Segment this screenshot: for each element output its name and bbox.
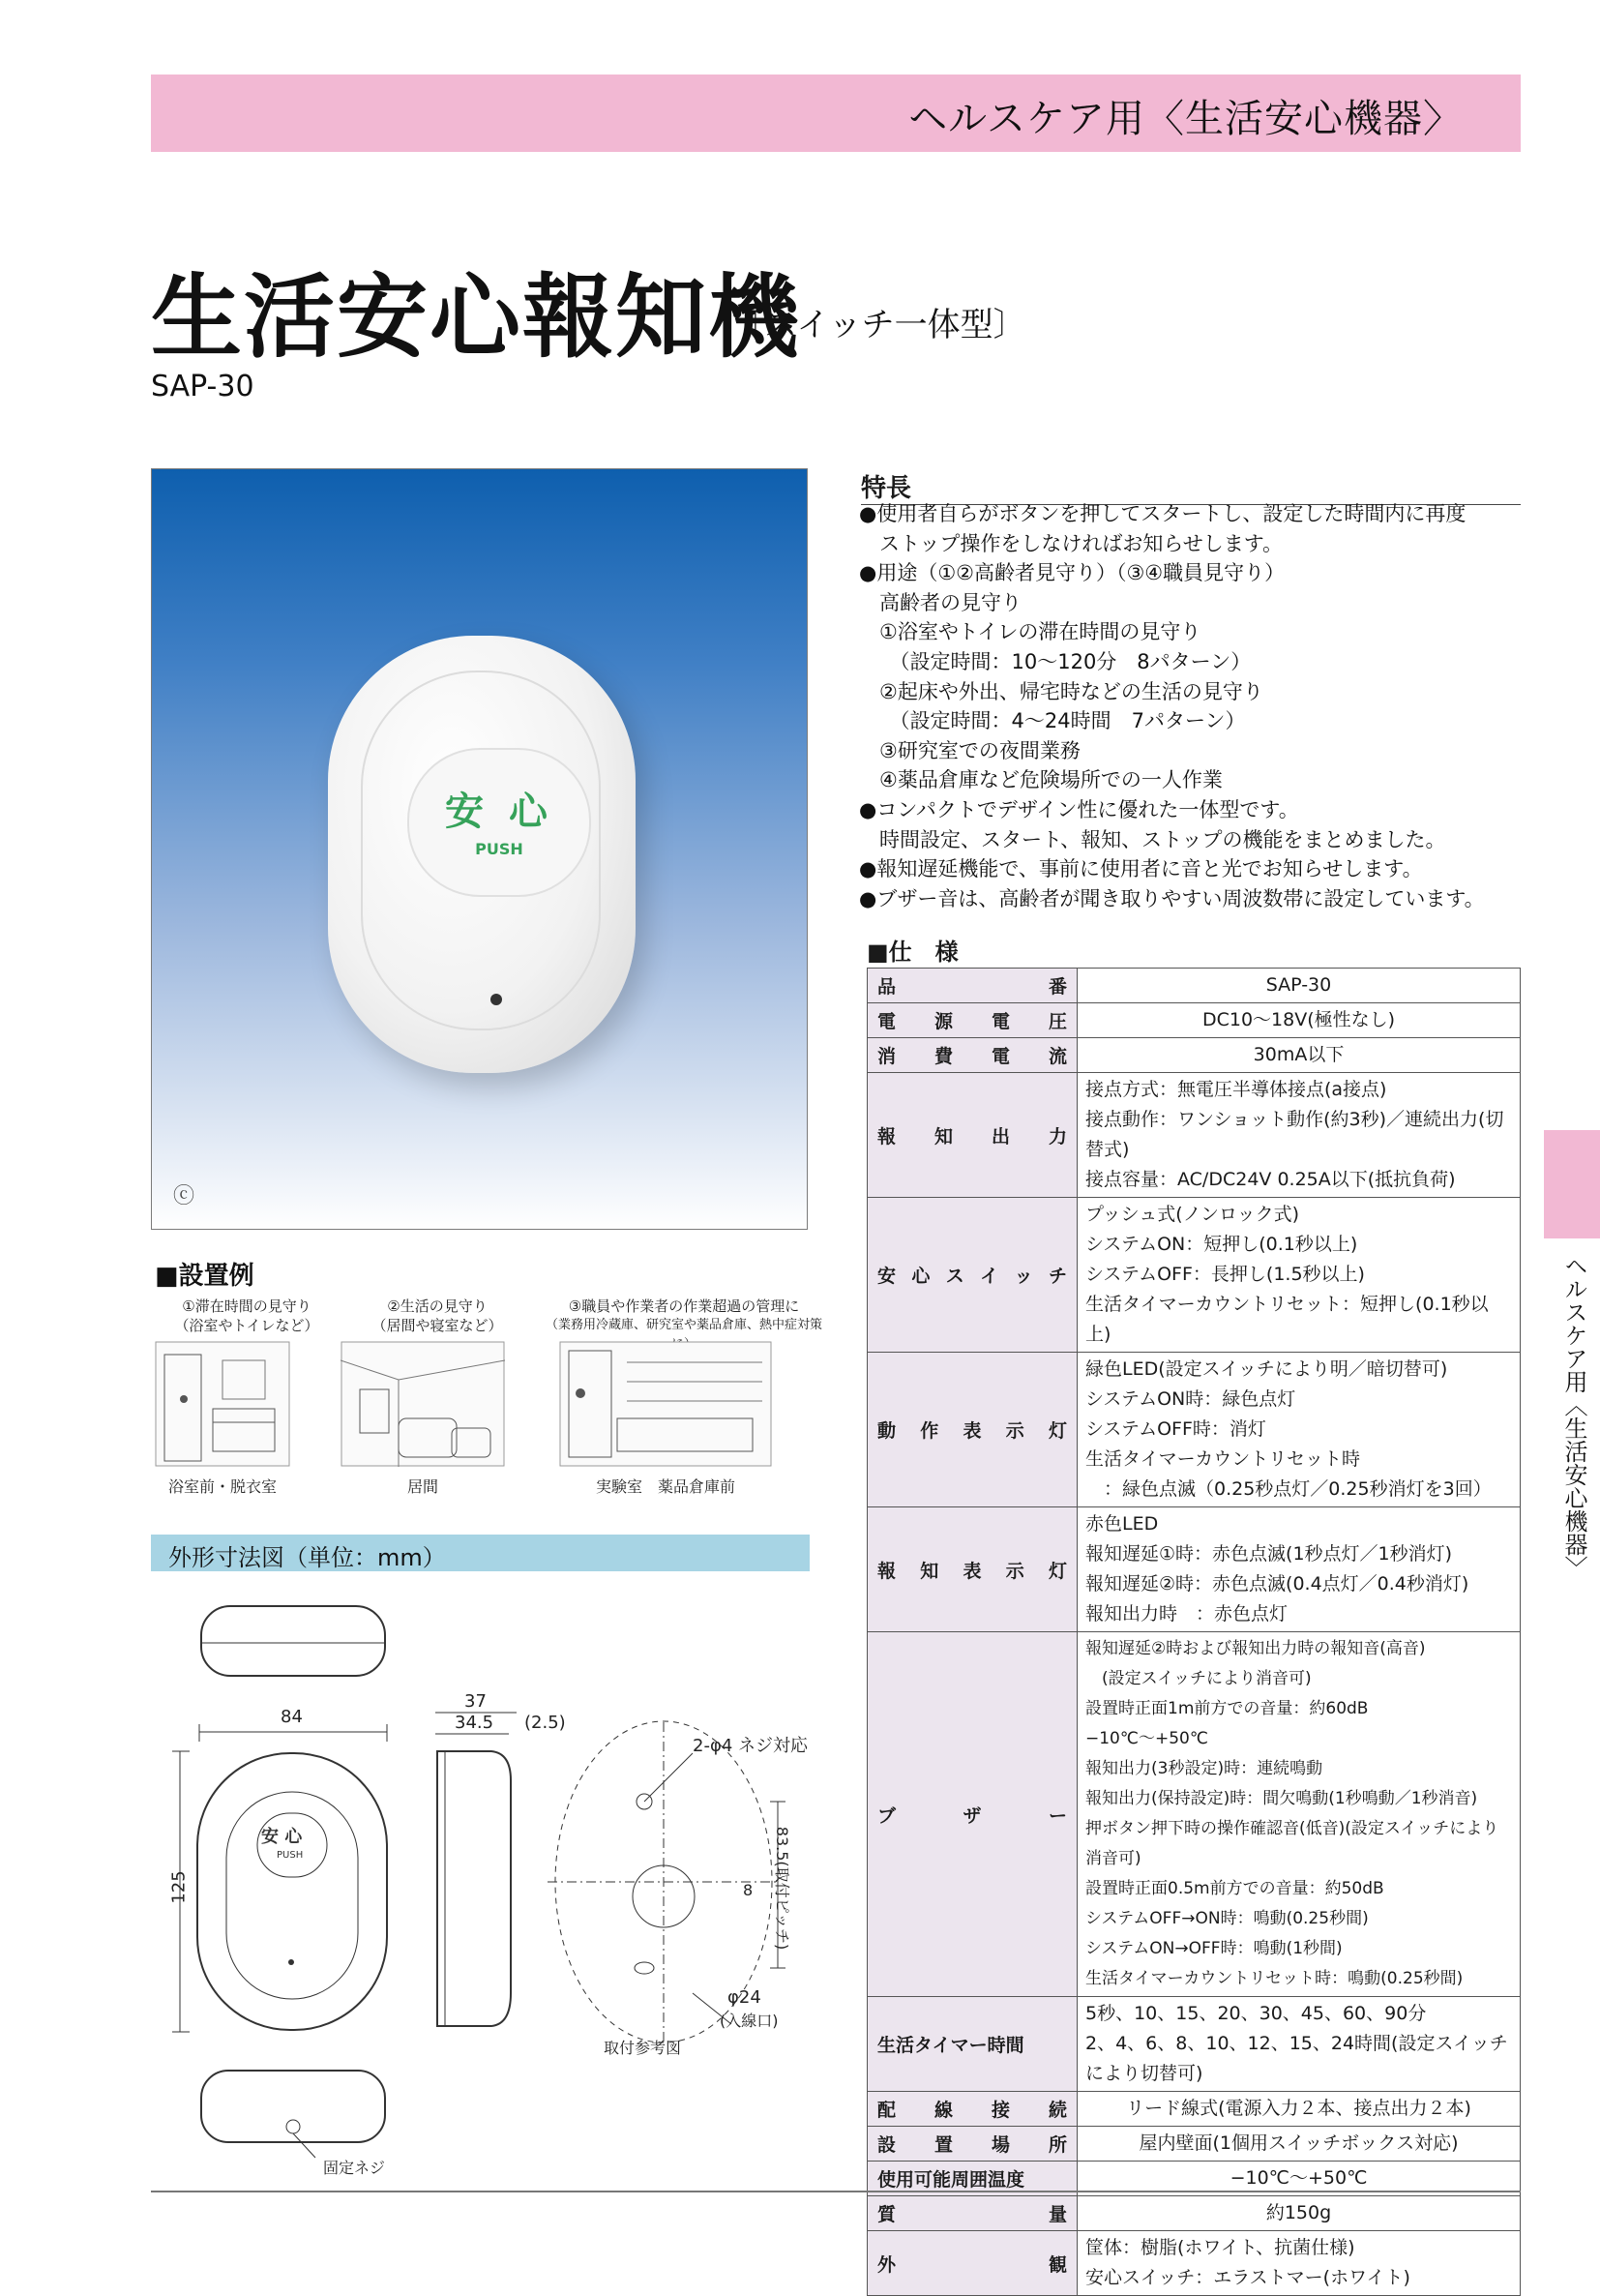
spec-value-line: システムON時：緑色点灯 [1085, 1388, 1296, 1410]
features-list [859, 499, 1526, 913]
install-heading: ■設置例 [155, 1262, 254, 1291]
install-example-3-caption-line1: ③職員や作業者の作業超過の管理に [568, 1297, 800, 1315]
spec-value-line: 報知出力時 ：赤色点灯 [1085, 1603, 1289, 1625]
dim-inlet: (入線口) [720, 2012, 779, 2030]
spec-value [1078, 1038, 1521, 1073]
spec-value-line: システムOFF時：消灯 [1085, 1418, 1266, 1440]
spec-row [868, 2196, 1521, 2231]
install-illustration-living [341, 1341, 505, 1467]
spec-value-line: 報知出力(保持設定)時：間欠鳴動(1秒鳴動／1秒消音) [1085, 1789, 1478, 1808]
spec-key [868, 1507, 1078, 1632]
product-model: SAP-30 [151, 370, 254, 403]
dim-gap-25: (2.5) [524, 1713, 566, 1733]
spec-value-line: システムON→OFF時：鳴動(1秒間) [1085, 1939, 1343, 1958]
spec-value-line: 報知遅延①時：赤色点滅(1秒点灯／1秒消灯) [1085, 1543, 1453, 1565]
spec-value-line: 屋内壁面(1個用スイッチボックス対応) [1139, 2132, 1459, 2154]
feature-line: ④薬品倉庫など危険場所での一人作業 [859, 768, 1223, 792]
spec-value-line: 生活タイマーカウントリセット：短押し(0.1秒以上) [1085, 1294, 1489, 1345]
spec-row [868, 1198, 1521, 1353]
spec-value-line: 赤色LED [1085, 1513, 1159, 1535]
spec-value-line: 報知遅延②時および報知出力時の報知音(高音) [1085, 1639, 1426, 1658]
spec-row [868, 1507, 1521, 1632]
feature-line: ①浴室やトイレの滞在時間の見守り [859, 620, 1201, 644]
spec-value-line: 約150g [1265, 2202, 1332, 2223]
spec-value-line: 5秒、10、15、20、30、45、60、90分 [1085, 2003, 1427, 2024]
product-title: 生活安心報知機 [151, 265, 802, 371]
spec-value-line: 30mA以下 [1253, 1044, 1345, 1065]
install-example-1-label: 浴室前・脱衣室 [167, 1477, 277, 1496]
dim-front-push: PUSH [277, 1850, 304, 1861]
bottom-rule [151, 2191, 1521, 2192]
dim-front-anshin: 安 心 [261, 1827, 303, 1847]
spec-key [868, 1038, 1078, 1073]
spec-value [1078, 1507, 1521, 1632]
feature-line: 高齢者の見守り [859, 590, 1022, 614]
spec-value-line: 押ボタン押下時の操作確認音(低音)(設定スイッチにより消音可) [1085, 1819, 1499, 1868]
spec-row [868, 2231, 1521, 2296]
spec-value [1078, 969, 1521, 1003]
spec-value-line: 報知出力(3秒設定)時：連続鳴動 [1085, 1759, 1323, 1778]
device-led-hole [490, 994, 502, 1005]
spec-value [1078, 1073, 1521, 1198]
spec-key-text: 安 心 ス イ ッ チ [877, 1266, 1067, 1287]
spec-value [1078, 2231, 1521, 2296]
spec-key-text: 使用可能周囲温度 [877, 2169, 1025, 2191]
spec-value-line: 接点方式：無電圧半導体接点(a接点) [1085, 1079, 1387, 1100]
spec-value [1078, 1198, 1521, 1353]
spec-value-line: ：緑色点滅（0.25秒点灯／0.25秒消灯を3回） [1085, 1478, 1492, 1500]
spec-value-line: 緑色LED(設定スイッチにより明／暗切替可) [1085, 1358, 1448, 1380]
install-example-1-caption [155, 1297, 339, 1335]
spec-key-text: ブ ザ ー [877, 1804, 1067, 1827]
spec-value [1078, 2127, 1521, 2162]
spec-value [1078, 2196, 1521, 2231]
spec-row [868, 1353, 1521, 1507]
spec-key-text: 動 作 表 示 灯 [877, 1420, 1067, 1442]
spec-value-line: 設置時正面1m前方での音量：約60dB [1085, 1699, 1369, 1718]
device-image [328, 636, 636, 1073]
spec-row [868, 1038, 1521, 1073]
install-illustration-bathroom [155, 1341, 290, 1467]
spec-row [868, 1632, 1521, 1997]
dimensions-heading-band [151, 1535, 810, 1571]
spec-value-line: 生活タイマーカウントリセット時：鳴動(0.25秒間) [1085, 1969, 1464, 1988]
feature-line: ●用途（①②高齢者見守り）（③④職員見守り） [859, 561, 1286, 585]
product-subtitle: 〔スイッチ一体型〕 [731, 306, 1026, 344]
spec-key [868, 1073, 1078, 1198]
spec-key [868, 2127, 1078, 2162]
dim-fix-screw: 固定ネジ [323, 2159, 386, 2177]
spec-row [868, 1003, 1521, 1038]
install-example-1-caption-line1: ①滞在時間の見守り [182, 1297, 311, 1315]
dim-screw-note: 2-φ4 ネジ対応 [693, 1736, 808, 1756]
spec-value-line: リード線式(電源入力２本、接点出力２本) [1126, 2098, 1471, 2119]
features-heading: 特長 [861, 474, 912, 503]
dim-width-84: 84 [281, 1707, 303, 1727]
spec-key [868, 1997, 1078, 2092]
spec-row [868, 1073, 1521, 1198]
spec-key [868, 2196, 1078, 2231]
spec-value [1078, 2092, 1521, 2127]
spec-row [868, 969, 1521, 1003]
spec-key [868, 2092, 1078, 2127]
spec-key-text: 生活タイマー時間 [877, 2035, 1024, 2056]
spec-heading: ■仕 様 [867, 939, 959, 966]
dim-phi24: φ24 [727, 1987, 761, 2008]
install-example-3-caption-line2: （業務用冷蔵庫、研究室や薬品倉庫、熱中症対策 [545, 1318, 822, 1332]
spec-value-line: −10℃〜+50℃ [1230, 2167, 1368, 2189]
dimensions-heading: 外形寸法図（単位：mm） [168, 1544, 446, 1571]
spec-value-line: −10℃〜+50℃ [1085, 1729, 1208, 1748]
dim-depth-345: 34.5 [455, 1713, 494, 1733]
side-tab-text: ヘルスケア用〈生活安心機器〉 [1560, 1254, 1587, 1579]
spec-key [868, 969, 1078, 1003]
spec-row [868, 2092, 1521, 2127]
feature-line: ●コンパクトでデザイン性に優れた一体型です。 [859, 797, 1299, 821]
feature-line: （設定時間：10〜120分 8パターン） [859, 649, 1252, 673]
spec-value-line: 設置時正面0.5m前方での音量：約50dB [1085, 1879, 1384, 1898]
spec-row [868, 1997, 1521, 2092]
dim-gap-8: 8 [743, 1881, 754, 1899]
spec-value [1078, 1997, 1521, 2092]
install-example-2-caption [350, 1297, 524, 1335]
feature-line: ストップ操作をしなければお知らせします。 [859, 531, 1284, 555]
photo-corner-mark: ⓒ [173, 1184, 195, 1208]
feature-line: （設定時間：4〜24時間 7パターン） [859, 709, 1246, 733]
device-button-push: PUSH [475, 840, 523, 858]
spec-value-line: SAP-30 [1265, 974, 1332, 996]
spec-key-text: 報 知 表 示 灯 [877, 1560, 1067, 1582]
device-inner-frame [361, 671, 601, 1030]
side-tab-marker [1544, 1130, 1600, 1238]
category-header-band [151, 75, 1521, 152]
spec-key-text: 質 量 [877, 2204, 1067, 2225]
spec-key-text: 設 置 場 所 [877, 2134, 1067, 2156]
feature-line: 時間設定、スタート、報知、ストップの機能をまとめました。 [859, 827, 1446, 851]
spec-value-line: 筐体：樹脂(ホワイト、抗菌仕様) [1085, 2237, 1355, 2258]
feature-line: ②起床や外出、帰宅時などの生活の見守り [859, 679, 1263, 703]
spec-value [1078, 1632, 1521, 1997]
feature-line: ●報知遅延機能で、事前に使用者に音と光でお知らせします。 [859, 857, 1423, 881]
device-anshin-button [407, 748, 591, 897]
spec-value [1078, 1353, 1521, 1507]
spec-key [868, 1353, 1078, 1507]
spec-value-line: 報知遅延②時：赤色点滅(0.4点灯／0.4秒消灯) [1085, 1573, 1469, 1595]
spec-value-line: システムOFF→ON時：鳴動(0.25秒間) [1085, 1909, 1369, 1928]
spec-value-line: 生活タイマーカウントリセット時 [1085, 1448, 1361, 1470]
spec-key [868, 1632, 1078, 1997]
spec-key-text: 外 観 [877, 2253, 1067, 2276]
dim-depth-37: 37 [464, 1691, 487, 1712]
spec-value-line: (設定スイッチにより消音可) [1085, 1669, 1312, 1688]
feature-line: ●使用者自らがボタンを押してスタートし、設定した時間内に再度 [859, 502, 1467, 525]
spec-key [868, 2231, 1078, 2296]
spec-table [867, 968, 1521, 2296]
device-button-label: 安 心 [445, 790, 553, 834]
feature-line: ③研究室での夜間業務 [859, 738, 1081, 762]
spec-value-line: システムOFF：長押し(1.5秒以上) [1085, 1264, 1365, 1285]
spec-value [1078, 1003, 1521, 1038]
dimension-drawing [151, 1587, 818, 2167]
spec-value-line: DC10〜18V(極性なし) [1201, 1009, 1396, 1030]
spec-key-text: 品 番 [877, 976, 1067, 998]
spec-key [868, 1198, 1078, 1353]
install-illustration-lab [559, 1341, 772, 1467]
spec-key-text: 配 線 接 続 [877, 2100, 1067, 2121]
category-header-text: ヘルスケア用〈生活安心機器〉 [908, 97, 1463, 141]
spec-row [868, 2127, 1521, 2162]
product-photo [151, 468, 808, 1230]
install-example-2-caption-line2: （居間や寝室など） [371, 1317, 503, 1334]
spec-value-line: システムON：短押し(0.1秒以上) [1085, 1234, 1358, 1255]
feature-line: ●ブザー音は、高齢者が聞き取りやすい周波数帯に設定しています。 [859, 886, 1485, 910]
spec-value-line: 接点動作：ワンショット動作(約3秒)／連続出力(切替式) [1085, 1109, 1504, 1160]
spec-key-text: 電 源 電 圧 [877, 1011, 1067, 1032]
install-example-2-caption-line1: ②生活の見守り [387, 1297, 488, 1315]
dim-mount-reference: 取付参考図 [604, 2039, 682, 2057]
install-example-3-label: 実験室 薬品倉庫前 [595, 1477, 735, 1496]
spec-value-line: 接点容量：AC/DC24V 0.25A以下(抵抗負荷) [1085, 1169, 1456, 1190]
spec-value-line: 安心スイッチ：エラストマー(ホワイト) [1085, 2267, 1410, 2288]
spec-key [868, 1003, 1078, 1038]
install-example-2-label: 居間 [406, 1477, 438, 1496]
install-example-1-caption-line2: （浴室やトイレなど） [174, 1317, 319, 1334]
spec-key-text: 報 知 出 力 [877, 1125, 1067, 1148]
spec-key-text: 消 費 電 流 [877, 1046, 1067, 1067]
spec-value-line: プッシュ式(ノンロック式) [1085, 1204, 1299, 1225]
dim-height-125: 125 [168, 1870, 190, 1904]
spec-value-line: 2、4、6、8、10、12、15、24時間(設定スイッチにより切替可) [1085, 2033, 1508, 2084]
dim-pitch-label: 83.5(取付ピッチ) [773, 1826, 792, 1951]
